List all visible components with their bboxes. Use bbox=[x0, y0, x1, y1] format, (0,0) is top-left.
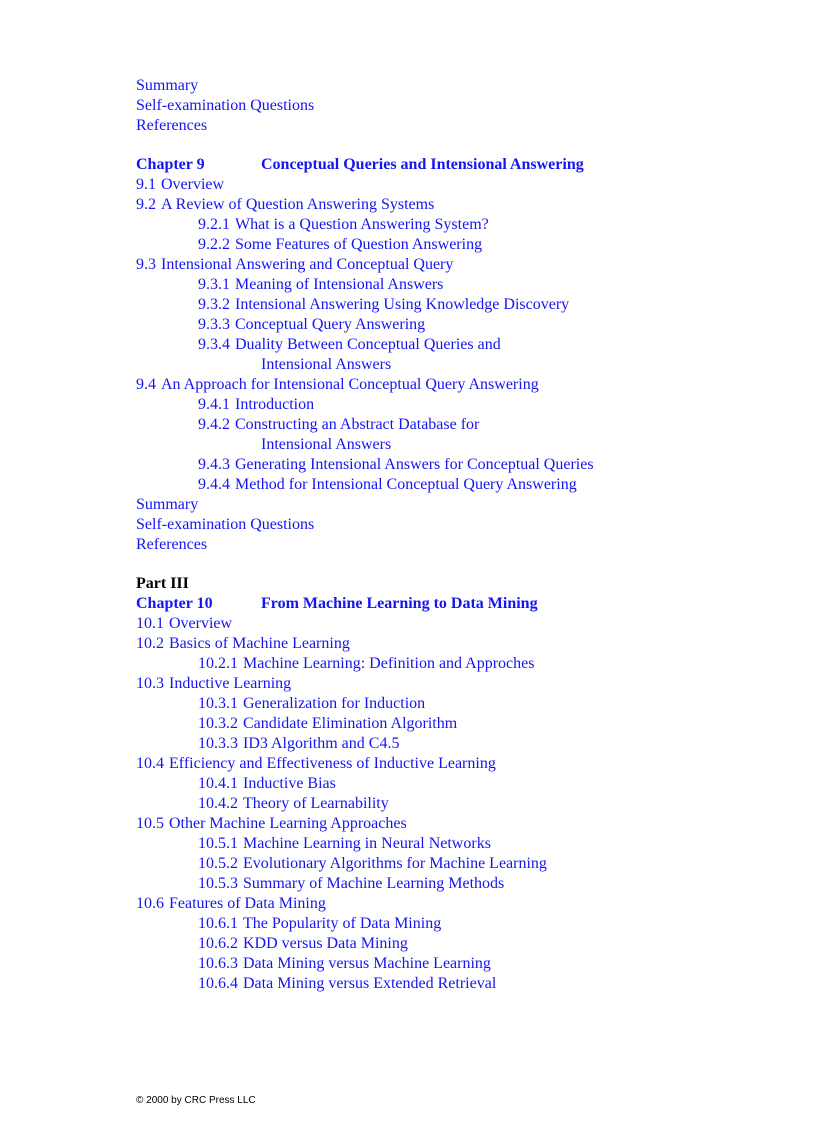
subsection-title: KDD versus Data Mining bbox=[243, 935, 408, 952]
section-number: 10.4 bbox=[136, 755, 164, 772]
chapter-number: Chapter 9 bbox=[136, 156, 205, 173]
subsection-number: 10.2.1 bbox=[198, 655, 238, 672]
subsection-number: 9.4.3 bbox=[198, 456, 230, 473]
toc-line bbox=[136, 914, 776, 934]
subsection-title: Introduction bbox=[235, 396, 315, 413]
section-number: 10.3 bbox=[136, 675, 164, 692]
section-number: 10.5 bbox=[136, 815, 164, 832]
subsection-link[interactable] bbox=[198, 336, 501, 353]
section-title: An Approach for Intensional Conceptual Query Answering bbox=[161, 376, 539, 393]
toc-line bbox=[136, 375, 776, 395]
subsection-number: 9.4.1 bbox=[198, 396, 230, 413]
toc-line bbox=[136, 874, 776, 894]
section-link[interactable] bbox=[136, 815, 407, 832]
spacer bbox=[136, 136, 776, 155]
toc-line bbox=[136, 255, 776, 275]
subsection-link[interactable] bbox=[198, 715, 457, 732]
subsection-title: What is a Question Answering System? bbox=[235, 216, 489, 233]
subsection-number: 9.3.4 bbox=[198, 336, 230, 353]
chapter-9-heading[interactable] bbox=[136, 155, 776, 175]
subsection-link[interactable] bbox=[198, 236, 482, 253]
section-link[interactable] bbox=[136, 376, 539, 393]
copyright-footer: © 2000 by CRC Press LLC bbox=[136, 1095, 256, 1106]
toc-line bbox=[136, 495, 776, 515]
subsection-number: 10.6.1 bbox=[198, 915, 238, 932]
toc-line bbox=[136, 96, 776, 116]
toc-line bbox=[136, 335, 776, 355]
subsection-link[interactable] bbox=[198, 735, 399, 752]
subsection-title: Theory of Learnability bbox=[243, 795, 389, 812]
subsection-link[interactable] bbox=[198, 276, 443, 293]
section-number: 9.4 bbox=[136, 376, 156, 393]
subsection-number: 9.3.1 bbox=[198, 276, 230, 293]
toc-line bbox=[136, 76, 776, 96]
subsection-number: 10.6.3 bbox=[198, 955, 238, 972]
subsection-title: Machine Learning in Neural Networks bbox=[243, 835, 491, 852]
toc-line bbox=[136, 954, 776, 974]
subsection-number: 10.6.2 bbox=[198, 935, 238, 952]
subsection-link[interactable] bbox=[198, 416, 479, 433]
subsection-title: ID3 Algorithm and C4.5 bbox=[243, 735, 400, 752]
subsection-number: 10.5.1 bbox=[198, 835, 238, 852]
section-link[interactable] bbox=[136, 196, 434, 213]
toc-line bbox=[136, 275, 776, 295]
subsection-link[interactable] bbox=[198, 875, 504, 892]
chapter-10-heading[interactable] bbox=[136, 594, 776, 614]
section-title: Other Machine Learning Approaches bbox=[169, 815, 407, 832]
toc-line bbox=[136, 295, 776, 315]
toc-line-continuation bbox=[136, 435, 776, 455]
subsection-title: The Popularity of Data Mining bbox=[243, 915, 442, 932]
subsection-title: Generating Intensional Answers for Conceptual Queries bbox=[235, 456, 594, 473]
subsection-link[interactable] bbox=[198, 835, 491, 852]
chapter-title: From Machine Learning to Data Mining bbox=[261, 595, 538, 612]
toc-line bbox=[136, 794, 776, 814]
toc-line bbox=[136, 714, 776, 734]
subsection-link[interactable] bbox=[198, 655, 534, 672]
toc-line bbox=[136, 535, 776, 555]
subsection-link[interactable] bbox=[198, 316, 425, 333]
section-number: 10.2 bbox=[136, 635, 164, 652]
summary-link[interactable]: Summary bbox=[136, 77, 199, 94]
subsection-link[interactable] bbox=[198, 795, 389, 812]
section-number: 9.2 bbox=[136, 196, 156, 213]
part-heading: Part III bbox=[136, 575, 189, 592]
section-link[interactable] bbox=[136, 615, 232, 632]
subsection-title: Some Features of Question Answering bbox=[235, 236, 483, 253]
subsection-link-continuation[interactable]: Intensional Answers bbox=[261, 356, 392, 373]
toc-line bbox=[136, 934, 776, 954]
subsection-title: Inductive Bias bbox=[243, 775, 336, 792]
toc-line bbox=[136, 774, 776, 794]
section-title: Features of Data Mining bbox=[169, 895, 326, 912]
section-title: Intensional Answering and Conceptual Query bbox=[161, 256, 454, 273]
section-number: 10.1 bbox=[136, 615, 164, 632]
subsection-number: 10.3.2 bbox=[198, 715, 238, 732]
toc-line bbox=[136, 455, 776, 475]
subsection-number: 9.4.4 bbox=[198, 476, 230, 493]
subsection-link[interactable] bbox=[198, 975, 496, 992]
toc-line bbox=[136, 894, 776, 914]
section-title: Overview bbox=[161, 176, 225, 193]
subsection-number: 10.5.2 bbox=[198, 855, 238, 872]
subsection-number: 10.4.2 bbox=[198, 795, 238, 812]
subsection-number: 10.3.3 bbox=[198, 735, 238, 752]
toc-line bbox=[136, 754, 776, 774]
section-link[interactable] bbox=[136, 675, 291, 692]
section-link[interactable] bbox=[136, 176, 224, 193]
toc-line bbox=[136, 215, 776, 235]
section-title: Efficiency and Effectiveness of Inductive Learning bbox=[169, 755, 496, 772]
toc-line bbox=[136, 614, 776, 634]
section-number: 9.3 bbox=[136, 256, 156, 273]
section-number: 10.6 bbox=[136, 895, 164, 912]
references-link[interactable]: References bbox=[136, 536, 208, 553]
subsection-link[interactable] bbox=[198, 456, 594, 473]
subsection-number: 9.3.2 bbox=[198, 296, 230, 313]
subsection-title: Generalization for Induction bbox=[243, 695, 426, 712]
summary-link[interactable]: Summary bbox=[136, 496, 199, 513]
section-title: A Review of Question Answering Systems bbox=[161, 196, 435, 213]
subsection-link[interactable] bbox=[198, 955, 491, 972]
toc-line bbox=[136, 834, 776, 854]
section-link[interactable] bbox=[136, 895, 326, 912]
subsection-number: 10.6.4 bbox=[198, 975, 238, 992]
toc-line bbox=[136, 654, 776, 674]
toc-line bbox=[136, 814, 776, 834]
subsection-title: Method for Intensional Conceptual Query Answering bbox=[235, 476, 577, 493]
subsection-number: 9.3.3 bbox=[198, 316, 230, 333]
subsection-link[interactable] bbox=[198, 915, 441, 932]
chapter-title: Conceptual Queries and Intensional Answering bbox=[261, 156, 584, 173]
section-number: 9.1 bbox=[136, 176, 156, 193]
toc-line bbox=[136, 415, 776, 435]
subsection-number: 10.4.1 bbox=[198, 775, 238, 792]
toc-line bbox=[136, 634, 776, 654]
self-examination-questions-link[interactable]: Self-examination Questions bbox=[136, 516, 315, 533]
subsection-number: 10.5.3 bbox=[198, 875, 238, 892]
subsection-link[interactable] bbox=[198, 855, 547, 872]
section-title: Overview bbox=[169, 615, 233, 632]
subsection-link[interactable] bbox=[198, 476, 577, 493]
subsection-title: Data Mining versus Extended Retrieval bbox=[243, 975, 497, 992]
subsection-title: Conceptual Query Answering bbox=[235, 316, 426, 333]
section-link[interactable] bbox=[136, 635, 350, 652]
subsection-title: Intensional Answering Using Knowledge Discovery bbox=[235, 296, 570, 313]
toc-line bbox=[136, 315, 776, 335]
toc-line bbox=[136, 515, 776, 535]
subsection-number: 9.4.2 bbox=[198, 416, 230, 433]
spacer bbox=[136, 555, 776, 574]
toc-line bbox=[136, 395, 776, 415]
section-link[interactable] bbox=[136, 755, 496, 772]
subsection-link-continuation[interactable]: Intensional Answers bbox=[261, 436, 392, 453]
toc-line bbox=[136, 195, 776, 215]
subsection-title: Constructing an Abstract Database for bbox=[235, 416, 480, 433]
subsection-link[interactable] bbox=[198, 775, 336, 792]
table-of-contents bbox=[136, 76, 776, 994]
toc-line bbox=[136, 694, 776, 714]
toc-line bbox=[136, 734, 776, 754]
toc-line bbox=[136, 674, 776, 694]
toc-line bbox=[136, 116, 776, 136]
chapter-number: Chapter 10 bbox=[136, 595, 213, 612]
subsection-title: Meaning of Intensional Answers bbox=[235, 276, 444, 293]
subsection-link[interactable] bbox=[198, 296, 569, 313]
section-title: Basics of Machine Learning bbox=[169, 635, 350, 652]
subsection-link[interactable] bbox=[198, 216, 489, 233]
subsection-number: 10.3.1 bbox=[198, 695, 238, 712]
section-title: Inductive Learning bbox=[169, 675, 292, 692]
toc-line bbox=[136, 475, 776, 495]
subsection-number: 9.2.1 bbox=[198, 216, 230, 233]
section-link[interactable] bbox=[136, 256, 453, 273]
toc-line bbox=[136, 974, 776, 994]
toc-line bbox=[136, 854, 776, 874]
subsection-link[interactable] bbox=[198, 935, 408, 952]
subsection-link[interactable] bbox=[198, 695, 425, 712]
subsection-title: Duality Between Conceptual Queries and bbox=[235, 336, 501, 353]
subsection-title: Candidate Elimination Algorithm bbox=[243, 715, 458, 732]
subsection-title: Summary of Machine Learning Methods bbox=[243, 875, 505, 892]
toc-line bbox=[136, 175, 776, 195]
references-link[interactable]: References bbox=[136, 117, 208, 134]
subsection-title: Evolutionary Algorithms for Machine Learning bbox=[243, 855, 547, 872]
subsection-number: 9.2.2 bbox=[198, 236, 230, 253]
subsection-title: Machine Learning: Definition and Approches bbox=[243, 655, 535, 672]
self-examination-questions-link[interactable]: Self-examination Questions bbox=[136, 97, 315, 114]
subsection-title: Data Mining versus Machine Learning bbox=[243, 955, 491, 972]
subsection-link[interactable] bbox=[198, 396, 314, 413]
toc-line bbox=[136, 235, 776, 255]
toc-line-continuation bbox=[136, 355, 776, 375]
